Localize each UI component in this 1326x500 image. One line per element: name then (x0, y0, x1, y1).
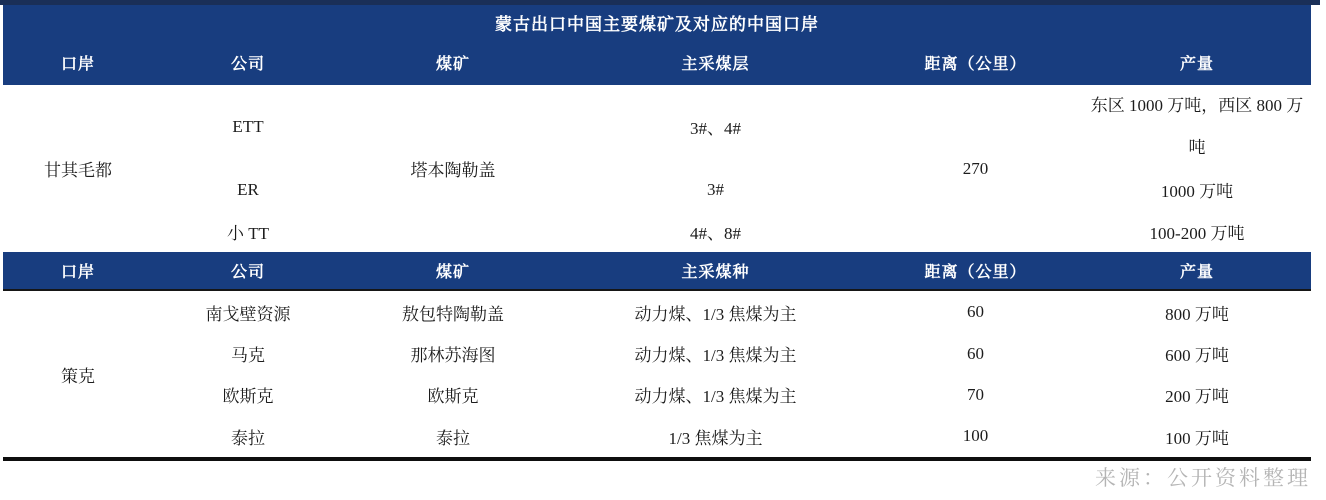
column-header-distance: 距离（公里） (924, 264, 1027, 281)
coal-type-cell: 动力煤、1/3 焦煤为主 (634, 304, 797, 324)
column-header-distance: 距离（公里） (924, 55, 1027, 73)
mine-cell: 敖包特陶勒盖 (402, 304, 504, 324)
company-cell: ER (237, 179, 259, 199)
distance-cell: 60 (967, 343, 984, 363)
output-cell: 100-200 万吨 (1149, 224, 1245, 243)
mine-cell: 欧斯克 (427, 387, 479, 406)
column-header-output: 产量 (1179, 264, 1214, 281)
header-row-type-table (3, 252, 1311, 291)
coal-export-table (3, 5, 1311, 461)
seam-cell: 4#、8# (690, 224, 741, 243)
company-cell: 欧斯克 (222, 387, 274, 406)
seam-cell: 3#、4# (690, 119, 741, 138)
column-header-port: 口岸 (60, 264, 95, 281)
column-header-mine: 煤矿 (435, 55, 470, 73)
output-cell: 1000 万吨 (1160, 182, 1234, 201)
distance-cell: 100 (962, 426, 989, 445)
port-cell: 甘其毛都 (44, 161, 112, 180)
company-cell: 泰拉 (231, 428, 265, 448)
column-header-port: 口岸 (60, 55, 95, 73)
column-header-company: 公司 (230, 55, 265, 73)
seam-cell: 3# (707, 179, 724, 199)
company-cell: 南戈壁资源 (205, 304, 291, 324)
company-cell: 马克 (231, 346, 265, 365)
column-header-mine: 煤矿 (435, 264, 470, 281)
distance-cell: 60 (967, 302, 984, 321)
mine-cell: 泰拉 (436, 428, 470, 448)
company-cell: ETT (232, 116, 264, 136)
output-cell: 600 万吨 (1165, 346, 1229, 365)
coal-type-cell: 动力煤、1/3 焦煤为主 (634, 346, 797, 365)
coal-type-cell: 动力煤、1/3 焦煤为主 (634, 387, 797, 406)
table-title-band (3, 5, 1311, 39)
port-cell: 策克 (61, 366, 95, 386)
section-ceke (3, 291, 1311, 461)
company-cell: 小 TT (226, 224, 270, 243)
source-note: 来源：公开资料整理 (1095, 466, 1311, 490)
output-cell: 100 万吨 (1165, 428, 1229, 448)
coal-type-cell: 1/3 焦煤为主 (668, 428, 763, 448)
distance-cell: 270 (962, 158, 989, 178)
header-row-seam-table (3, 39, 1311, 85)
column-header-coal-type: 主采煤种 (681, 264, 750, 281)
section-ganqimaodu (3, 85, 1311, 252)
column-header-seam: 主采煤层 (681, 55, 750, 73)
output-cell: 200 万吨 (1165, 387, 1229, 406)
mine-cell: 塔本陶勒盖 (410, 161, 496, 180)
output-cell: 800 万吨 (1165, 304, 1229, 324)
column-header-output: 产量 (1179, 55, 1214, 73)
output-cell: 东区 1000 万吨，西区 800 万吨 (1090, 95, 1304, 157)
column-header-company: 公司 (230, 264, 265, 281)
distance-cell: 70 (967, 384, 984, 404)
mine-cell: 那林苏海图 (410, 346, 496, 365)
table-title: 蒙古出口中国主要煤矿及对应的中国口岸 (495, 14, 819, 34)
